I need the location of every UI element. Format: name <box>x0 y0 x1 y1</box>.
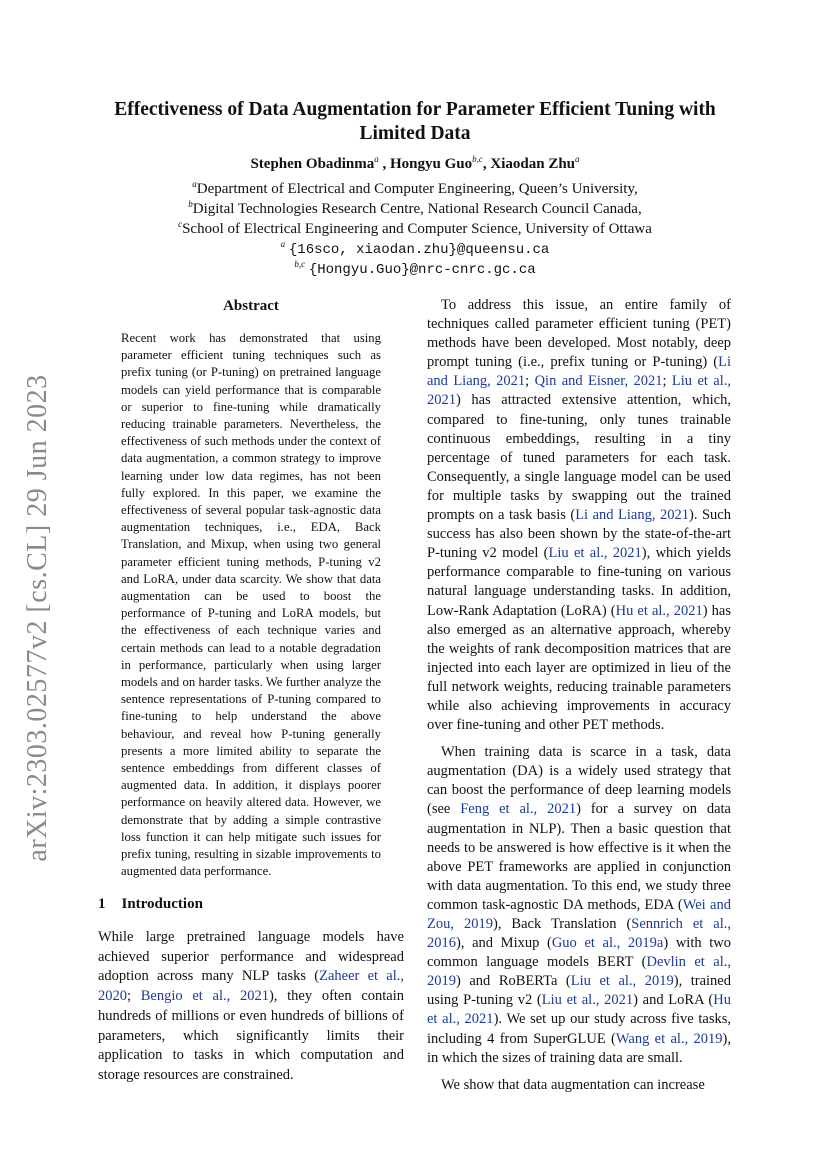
body-text: ; <box>662 373 672 390</box>
paragraph-continuation: We show that data augmentation can increase <box>441 1076 705 1093</box>
body-text: ) and RoBERTa ( <box>456 973 571 990</box>
body-text: ; <box>127 988 141 1005</box>
affiliation-text: Digital Technologies Research Centre, National Research Council Canada, <box>192 201 642 217</box>
citation-link[interactable]: Li and Liang, 2021 <box>427 354 731 390</box>
section-title: Introduction <box>121 896 203 912</box>
author-name: , Hongyu Guo <box>382 156 473 172</box>
citation-link[interactable]: Wei and Zou, 2019 <box>427 896 731 932</box>
arxiv-identifier-sidebar <box>18 358 58 878</box>
author-name: , Xiaodan Zhu <box>482 156 576 172</box>
paragraph-pet-methods <box>427 296 731 735</box>
abstract-body: Recent work has demonstrated that using parameter efficient tuning techniques such as prefix tuning (or P-tuning) on pretrained language models can yield performance that is comparable or superior to fine-tuning while dramatically reducing trainable parameters. Nevertheless, the effectiveness of such methods under the context of data augmentation, a common strategy to improve learning under low data regimes, has not been fully explored. In this paper, we examine the effectiveness of several popular task-agnostic data augmentation techniques, i.e., EDA, Back Translation, and Mixup, when using two general parameter efficient tuning methods, P-tuning v2 and LoRA, under data scarcity. We show that data augmentation can be used to boost the performance of P-tuning and LoRA models, but the effectiveness of each technique varies and certain methods can lead to a notable degradation in performance, particularly when using larger models and on harder tasks. We further analyze the sentence representations of P-tuning compared to fine-tuning to help understand the above behaviour, and reveal how P-tuning generally presents a more limited ability to separate the sentence embeddings from different classes of augmented data. In addition, it displays poorer performance on heavily altered data. However, we demonstrate that by adding a simple contrastive loss function it can help mitigate such issues for prefix tuning, resulting in sizable improvements to augmented data performance. <box>121 331 381 879</box>
body-text: ), Back Translation ( <box>492 916 632 932</box>
affiliation-marker: b,c <box>294 259 306 269</box>
citation-link[interactable]: Guo et al., 2019a <box>551 935 664 952</box>
citation-link[interactable]: Qin and Eisner, 2021 <box>534 373 663 390</box>
abstract-heading: Abstract <box>223 298 279 314</box>
affiliation-text: School of Electrical Engineering and Computer Science, University of Ottawa <box>182 221 652 237</box>
citation-link[interactable]: Hu et al., 2021 <box>427 992 731 1028</box>
body-text: ), and Mixup ( <box>456 935 552 952</box>
affiliation-marker: a <box>374 154 379 164</box>
author-name: Stephen Obadinma <box>250 156 375 172</box>
title-line-2: Limited Data <box>359 123 471 144</box>
citation-link[interactable]: Wang et al., 2019 <box>615 1030 723 1047</box>
citation-link[interactable]: Liu et al., 2019 <box>570 973 674 990</box>
body-text: ), they often contain hundreds of millions or even hundreds of billions of parameters, which significantly limits their application to tasks in which computation and storage resources are constrained. <box>98 988 405 1083</box>
email-line-2 <box>90 254 740 280</box>
citation-link[interactable]: Li and Liang, 2021 <box>575 507 690 524</box>
body-text: ) and LoRA ( <box>633 992 714 1009</box>
body-text: ) has attracted extensive attention, which, compared to fine-tuning, only tunes trainable continuous embeddings, resulting in a tiny percentage of tuned parameters for each task. Consequently, a single language model can be used for multiple tasks by swapping out the trained prompts on a task basis ( <box>427 392 731 524</box>
paragraph-data-augmentation <box>427 743 731 1068</box>
body-text: ) for a survey on data augmentation in NLP). Then a basic question that needs to be answered is how effective is it when the above PET frameworks are applied in conjunction with data augmentation. To this end, we study three common task-agnostic DA methods, EDA ( <box>427 801 731 913</box>
body-text: ). Such success has also been shown by the state-of-the-art P-tuning v2 model ( <box>427 507 731 562</box>
citation-link[interactable]: Liu et al., 2021 <box>541 992 634 1009</box>
email-address[interactable]: {16sco, xiaodan.zhu}@queensu.ca <box>288 242 550 258</box>
body-text: ) with two common language models BERT ( <box>427 935 732 971</box>
affiliation-marker: a <box>575 154 580 164</box>
body-text: ). We set up our study across five tasks, including 4 from SuperGLUE ( <box>427 1011 731 1047</box>
affiliation-marker: a <box>192 179 197 189</box>
email-address[interactable]: {Hongyu.Guo}@nrc-cnrc.gc.ca <box>308 262 536 278</box>
body-text: To address this issue, an entire family of techniques called parameter efficient tuning (PET) methods have been developed. Most notably, deep prompt tuning (i.e., prefix tuning or P-tuning) ( <box>427 297 731 371</box>
citation-link[interactable]: Liu et al., 2021 <box>427 373 732 409</box>
affiliation-marker: b <box>188 199 193 209</box>
body-text: ), in which the sizes of training data are small. <box>427 1030 731 1066</box>
body-text: ), which yields performance comparable to fine-tuning on various natural language understanding tasks. In addition, Low-Rank Adaptation (LoRA) ( <box>427 545 731 619</box>
citation-link[interactable]: Bengio et al., 2021 <box>140 988 269 1005</box>
affiliation-marker: b,c <box>472 154 483 164</box>
intro-paragraph <box>98 928 404 1086</box>
arxiv-id-text: arXiv:2303.02577v2 [cs.CL] 29 Jun 2023 <box>22 374 53 862</box>
paper-title <box>90 98 740 146</box>
section-heading-introduction <box>98 896 219 913</box>
author-list <box>90 154 740 173</box>
citation-link[interactable]: Liu et al., 2021 <box>548 545 642 562</box>
title-line-1: Effectiveness of Data Augmentation for Parameter Efficient Tuning with <box>114 99 716 120</box>
citation-link[interactable]: Devlin et al., 2019 <box>427 954 731 990</box>
citation-link[interactable]: Sennrich et al., 2016 <box>427 916 731 952</box>
right-column <box>427 296 731 1103</box>
body-text: ) has also emerged as an alternative approach, whereby the weights of rank decomposition matrices that are injected into each layer are optimized in lieu of the full network weights, reducing trainable parameters while also achieving improvements in accuracy over fine-tuning and other PET methods. <box>427 602 731 734</box>
affiliation-text: Department of Electrical and Computer Engineering, Queen’s University, <box>196 181 638 197</box>
body-text: While large pretrained language models have achieved superior performance and widespread adoption across many NLP tasks ( <box>98 929 404 985</box>
citation-link[interactable]: Hu et al., 2021 <box>615 602 703 619</box>
citation-link[interactable]: Feng et al., 2021 <box>460 801 577 818</box>
body-text: ), trained using P-tuning v2 ( <box>427 973 731 1009</box>
citation-link[interactable]: Zaheer et al., 2020 <box>98 968 404 1005</box>
section-number: 1 <box>98 896 106 912</box>
body-text: When training data is scarce in a task, data augmentation (DA) is a widely used strategy that can boost the performance of deep learning models (see <box>427 744 731 818</box>
affiliation-marker: a <box>280 239 286 249</box>
affiliation-marker: c <box>178 219 183 229</box>
body-text: ; <box>525 373 535 390</box>
